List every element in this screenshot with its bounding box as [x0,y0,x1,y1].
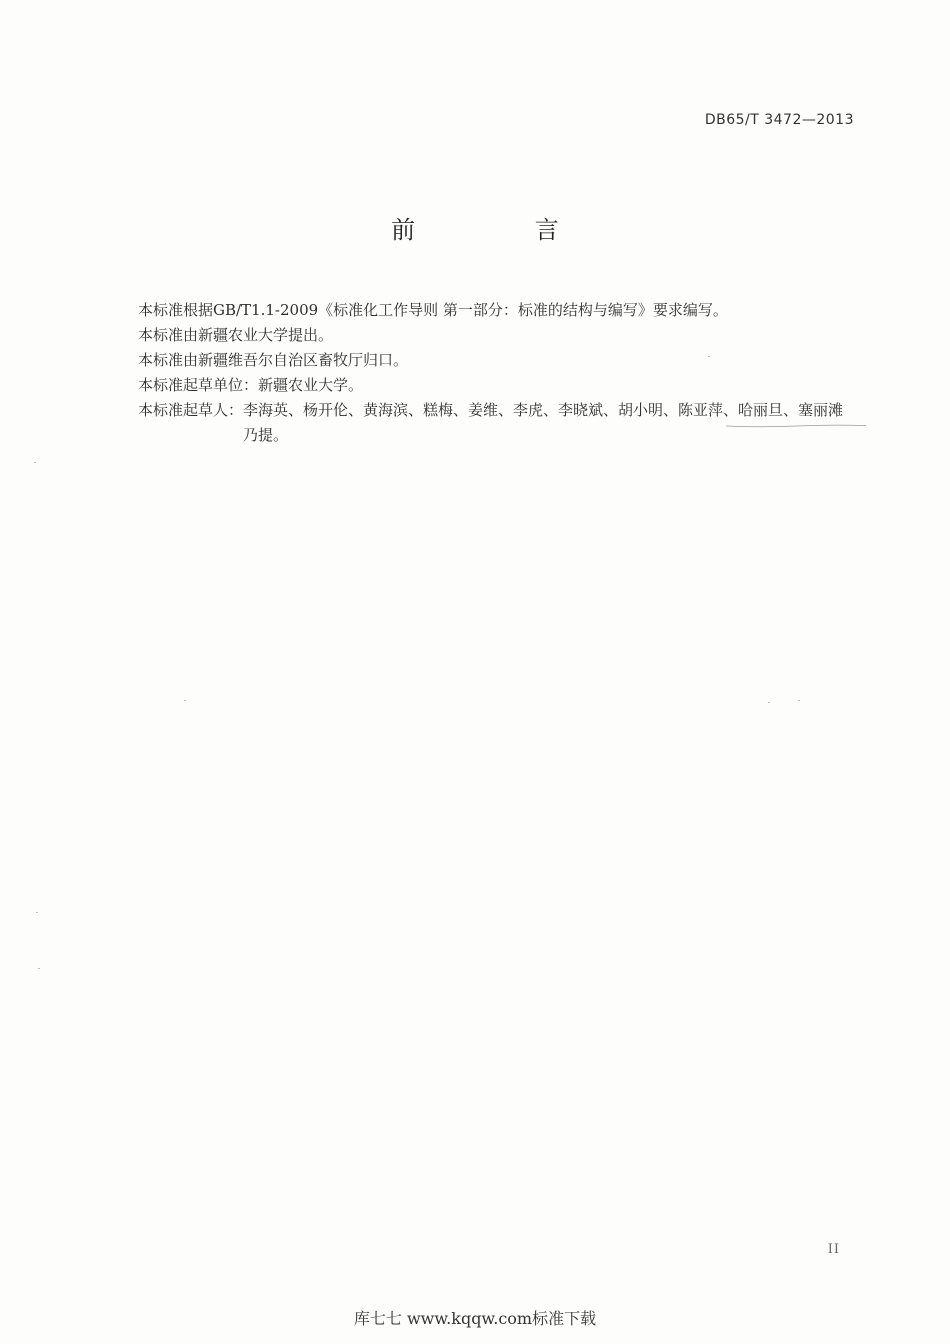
page-title: 前 言 [391,216,615,244]
drafters-label: 本标准起草人： [138,401,244,419]
page-number: II [827,1242,840,1257]
scan-speck [184,700,186,701]
scan-speck [36,912,38,913]
preface-line-basis: 本标准根据GB/T1.1-2009《标准化工作导则 第一部分：标准的结构与编写》要求编写。 [138,301,728,319]
document-code: DB65/T 3472—2013 [704,112,854,128]
preface-line-drafting-unit: 本标准起草单位：新疆农业大学。 [138,376,364,394]
scan-speck [34,462,36,463]
scan-speck [798,700,800,701]
drafters-names: 李海英、杨开伦、黄海滨、糕梅、姜维、李虎、李晓斌、胡小明、陈亚萍、哈丽旦、塞丽滩乃提。 [243,401,844,444]
scan-speck [38,968,40,969]
scan-speck [708,356,710,357]
scan-speck [768,702,770,703]
scan-mark [726,424,866,428]
footer-watermark: 库七七 www.kqqw.com标准下载 [353,1309,597,1328]
preface-line-proposer: 本标准由新疆农业大学提出。 [138,326,334,344]
preface-drafters [138,398,878,448]
preface-line-administrator: 本标准由新疆维吾尔自治区畜牧厅归口。 [138,351,409,369]
